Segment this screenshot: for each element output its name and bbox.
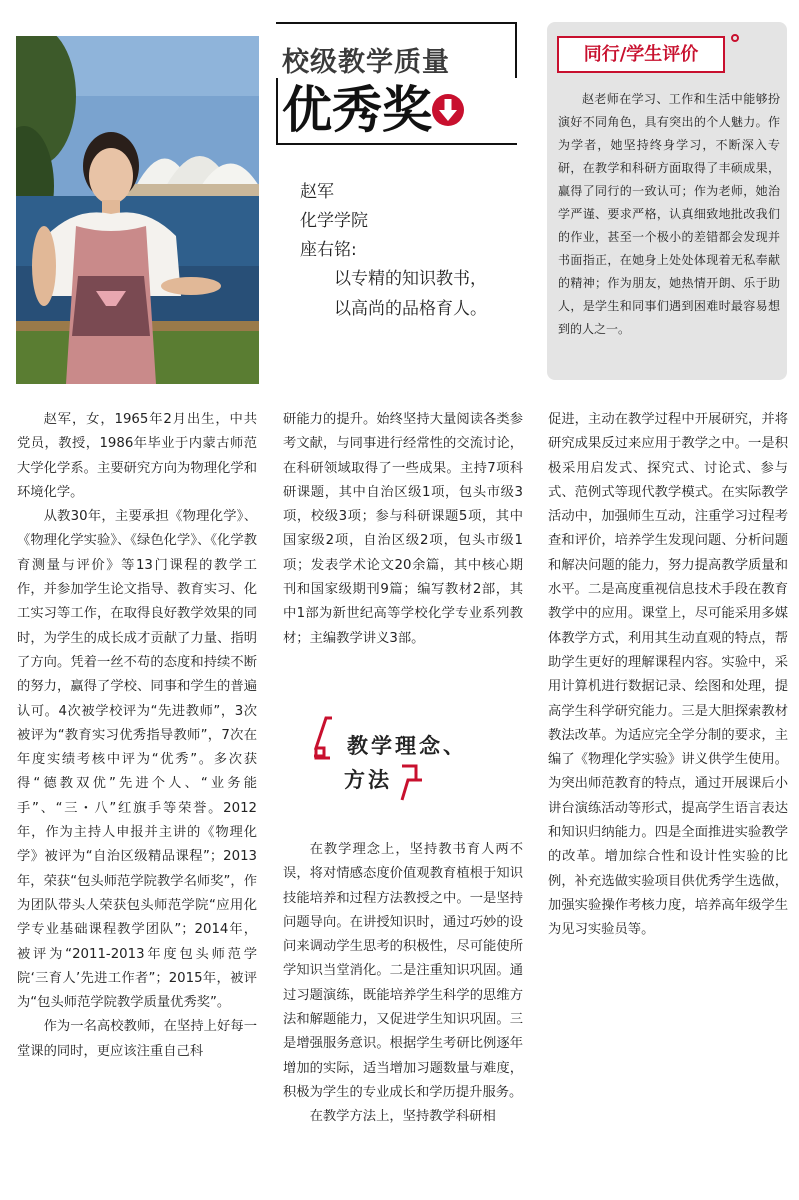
review-text: 赵老师在学习、工作和生活中能够扮演好不同角色，具有突出的个人魅力。作为学者，她坚持终身学习，不断深入专研，在教学和科研方面取得了丰硕成果，赢得了同行的一致认可；作为老师，她治学严谨、要求严格，认真细致地批改我们的作业，甚至一个极小的差错都会发现并书面指正，在她身上处处体现着无私奉献的精神；作为朋友，她热情开朗、乐于助人，是学生和同事们遇到困难时最容易想到的人之一。: [558, 92, 780, 336]
paragraph: 赵军，女，1965年2月出生，中共党员，教授，1986年毕业于内蒙古师范大学化学系。主要研究方向为物理化学和环境化学。: [17, 412, 257, 500]
award-title: 优秀奖: [282, 80, 432, 139]
profile-name: 赵军: [300, 182, 334, 202]
motto-line: 以高尚的品格育人。: [334, 299, 487, 319]
motto-line: 以专精的知识教书，: [334, 269, 487, 289]
body-column-3: [548, 408, 788, 943]
award-frame-bottom: [276, 143, 517, 145]
paragraph: 在教学方法上，坚持教学科研相: [309, 1109, 496, 1125]
body-column-1: [17, 408, 257, 1064]
section-title-line1: 教学理念、: [347, 734, 467, 758]
paragraph: 研能力的提升。始终坚持大量阅读各类参考文献，与同事进行经常性的交流讨论，在科研领域取得了一些成果。主持7项科研课题，其中自治区级1项，包头市级3项，校级3项；参与科研课题5项，其中国家级2项，自治区级2项，包头市级1项；发表学术论文20余篇，其中核心期刊和国家级期刊9篇；编写教材2部，其中1部为新世纪高等学校化学专业系列教材；主编教学讲义3部。: [283, 412, 523, 646]
paragraph: 促进，主动在教学过程中开展研究，并将研究成果反过来应用于教学之中。一是积极采用启发式、探究式、讨论式、参与式、范例式等现代教学模式。在实际教学活动中，加强师生互动，注重学习过程考查和评价，培养学生发现问题、分析问题和解决问题的能力，努力提高教学质量和水平。二是高度重视信息技术手段在教育教学中的应用。课堂上，尽可能采用多媒体教学方式，利用其生动直观的特点，帮助学生更好的理解课程内容。实验中，采用计算机进行数据记录、绘图和处理，提高学生科学研究能力。三是大胆探索教材教法改革。为适应完全学分制的要求，主编了《物理化学实验》讲义供学生使用。为突出师范教育的特点，通过开展课后小讲台演练活动等形式，提高学生语言表达和知识归纳能力。四是全面推进实验教学的改革。增加综合性和设计性实验的比例，补充选做实验项目供优秀学生选做，加强实验操作考核力度，培养高年级学生为见习实验员等。: [548, 412, 788, 938]
profile-info: [300, 178, 368, 265]
arrow-down-circle-icon: [430, 92, 466, 128]
review-title: 同行/学生评价: [557, 36, 725, 73]
body-column-2-continued: [283, 838, 523, 1130]
profile-department: 化学学院: [300, 211, 368, 231]
motto: [334, 264, 487, 324]
section-heading: [310, 708, 490, 808]
portrait-illustration: [16, 36, 259, 384]
motto-label: 座右铭:: [300, 240, 357, 260]
paragraph: 从教30年，主要承担《物理化学》、《物理化学实验》、《绿色化学》、《化学教育测量与评价》等13门课程的教学工作，并参加学生论文指导、教育实习、化工实习等工作，在取得良好教学效果的同时，为学生的成长成才贡献了力量、指明了方向。凭着一丝不苟的态度和持续不断的努力，赢得了学校、同事和学生的普遍认可。4次被学校评为“先进教师”，3次被评为“教育实习优秀指导教师”，7次在年度实绩考核中评为“优秀”。多次获得“德教双优”先进个人、“业务能手”、“三・八”红旗手等荣誉。2012年，作为主持人申报并主讲的《物理化学》被评为“自治区级精品课程”；2013年，荣获“包头师范学院教学名师奖”，作为团队带头人荣获包头师范学院“应用化学专业基础课程教学团队”；2014年，被评为“2011-2013年度包头师范学院‘三育人’先进工作者”；2015年，被评为“包头师范学院教学质量优秀奖”。: [17, 509, 257, 1011]
award-frame-left: [276, 78, 278, 144]
review-dot-icon: [731, 34, 739, 42]
body-column-2: [283, 408, 523, 651]
paragraph: 作为一名高校教师，在坚持上好每一堂课的同时，更应该注重自己科: [17, 1019, 257, 1059]
paragraph: 在教学理念上，坚持教书育人两不误，将对情感态度价值观教育植根于知识技能培养和过程方法教授之中。一是坚持问题导向。在讲授知识时，通过巧妙的设问来调动学生思考的积极性，尽可能使所学知识当堂消化。二是注重知识巩固。通过习题演练，既能培养学生科学的思维方法和解题能力，又促进学生知识巩固。三是增强服务意识。根据学生考研比例逐年增加的实际，适当增加习题数量与难度，积极为学生的专业成长和学历提升服务。: [283, 842, 523, 1100]
award-subtitle: 校级教学质量: [282, 47, 450, 78]
portrait-photo: [16, 36, 259, 384]
section-title-line2: 方法: [344, 768, 392, 792]
